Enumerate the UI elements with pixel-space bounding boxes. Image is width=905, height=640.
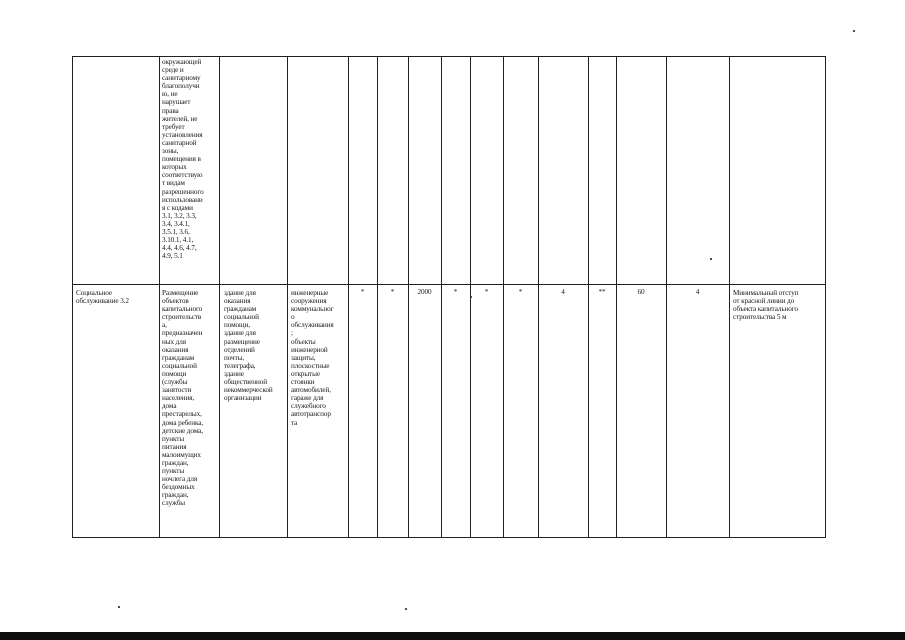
param-cell: 4 [695,288,700,296]
param-cell: * [484,288,489,296]
col-line [159,56,160,538]
col-line [408,56,409,538]
col-line [666,56,667,538]
row2-auxiliary-use: инженерные сооружения коммунальног о обслуживания ; объекты инженерной защиты, плоскостные открытые стоянки автомобилей, гараже для служебного автотранспор та [291,289,334,427]
row2-use-description: Размещение объектов капитального строительств а, предназначен ных для оказания гражданам социальной помощи (службы занятости населения, дома престарелых, дома ребенка, детские дома, пункты питания малоимущих граждан, пункты ночлега для бездомных граждан, службы [162,289,204,508]
scan-speck [118,606,120,608]
col-line [538,56,539,538]
param-cell: * [453,288,458,296]
param-cell: 4 [561,288,565,296]
col-line [441,56,442,538]
row2-main-use: здание для оказания гражданам социальной помощи, здание для размещение отделений почты, телеграфа, здание общественной некоммерческой организации [224,289,273,403]
col-line [348,56,349,538]
col-line [219,56,220,538]
scan-speck [405,608,407,610]
param-cell: * [360,288,365,296]
col-line [377,56,378,538]
param-cell: ** [598,288,606,296]
row2-notes: Минимальный отступ от красной линии до объекта капитального строительства 5 м [733,289,799,322]
col-line [588,56,589,538]
param-cell: * [390,288,395,296]
col-line [729,56,730,538]
row1-description-continued: окружающей среде и санитарному благополучи ю, не нарушает права жителей, не требует установления санитарной зоны, помещения в которых соответствую т видам разрешенного использовани я с кодами 3.1, 3.2, 3.3, 3.4, 3.4.1, 3.5.1, 3.6, 3.10.1, 4.1, 4.4, 4.6, 4.7, 4.9, 5.1 [162,58,204,261]
scan-bottom-edge [0,632,905,640]
param-cell: * [518,288,523,296]
scan-speck [853,30,855,32]
scan-speck [470,296,472,298]
row-divider [72,284,826,285]
col-line [287,56,288,538]
scan-speck [710,258,712,260]
row2-use-name: Социальное обслуживание 3.2 [76,289,129,306]
col-line [616,56,617,538]
param-cell: 60 [637,288,645,296]
param-cell: 2000 [417,288,432,296]
col-line [503,56,504,538]
